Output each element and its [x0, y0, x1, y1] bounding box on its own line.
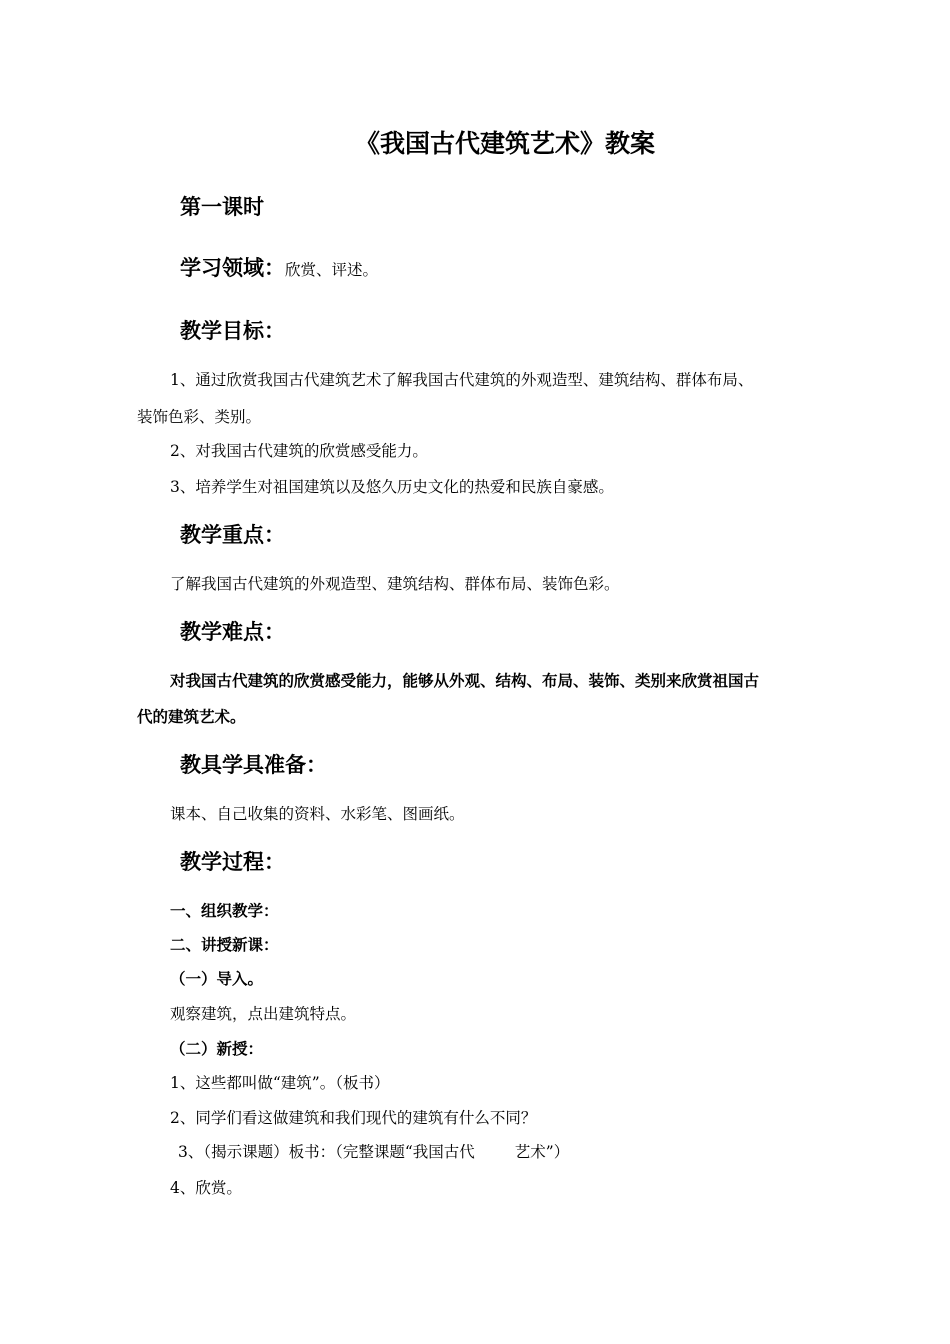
document-title: 《我国古代建筑艺术》教案	[355, 129, 656, 158]
process-step-1: 一、组织教学：	[170, 902, 279, 920]
objective-1-line-1: 1、通过欣赏我国古代建筑艺术了解我国古代建筑的外观造型、建筑结构、群体布局、	[170, 371, 754, 389]
key-points-heading: 教学重点：	[180, 523, 285, 547]
difficulties-line-2: 代的建筑艺术。	[137, 708, 246, 726]
process-sub-1-text: 观察建筑，点出建筑特点。	[170, 1005, 357, 1023]
process-question-4: 4、欣赏。	[170, 1179, 242, 1197]
learning-domain-line	[180, 258, 378, 279]
learning-domain-label: 学习领域：	[180, 256, 285, 280]
process-question-3-part-b: 艺术”）	[514, 1143, 570, 1161]
process-question-3-part-a: 3、（揭示课题）板书：（完整课题“我国古代	[178, 1143, 475, 1161]
objectives-heading: 教学目标：	[180, 319, 285, 343]
key-points-text: 了解我国古代建筑的外观造型、建筑结构、群体布局、装饰色彩。	[170, 575, 620, 593]
process-step-2: 二、讲授新课：	[170, 936, 279, 954]
objective-1-line-2: 装饰色彩、类别。	[137, 408, 262, 426]
difficulties-heading: 教学难点：	[180, 620, 285, 644]
materials-heading: 教具学具准备：	[180, 753, 327, 777]
objective-2: 2、对我国古代建筑的欣赏感受能力。	[170, 442, 428, 460]
process-question-1: 1、这些都叫做“建筑”。（板书）	[170, 1074, 390, 1092]
lesson-label: 第一课时	[180, 195, 264, 219]
process-sub-1: （一）导入。	[170, 970, 264, 988]
process-heading: 教学过程：	[180, 850, 285, 874]
process-sub-2: （二）新授：	[170, 1040, 264, 1058]
process-question-3	[178, 1145, 569, 1161]
objective-3: 3、培养学生对祖国建筑以及悠久历史文化的热爱和民族自豪感。	[170, 478, 614, 496]
learning-domain-value: 欣赏、评述。	[285, 261, 379, 279]
process-question-2: 2、同学们看这做建筑和我们现代的建筑有什么不同？	[170, 1109, 537, 1127]
materials-text: 课本、自己收集的资料、水彩笔、图画纸。	[170, 805, 465, 823]
difficulties-line-1: 对我国古代建筑的欣赏感受能力，能够从外观、结构、布局、装饰、类别来欣赏祖国古	[170, 672, 760, 690]
